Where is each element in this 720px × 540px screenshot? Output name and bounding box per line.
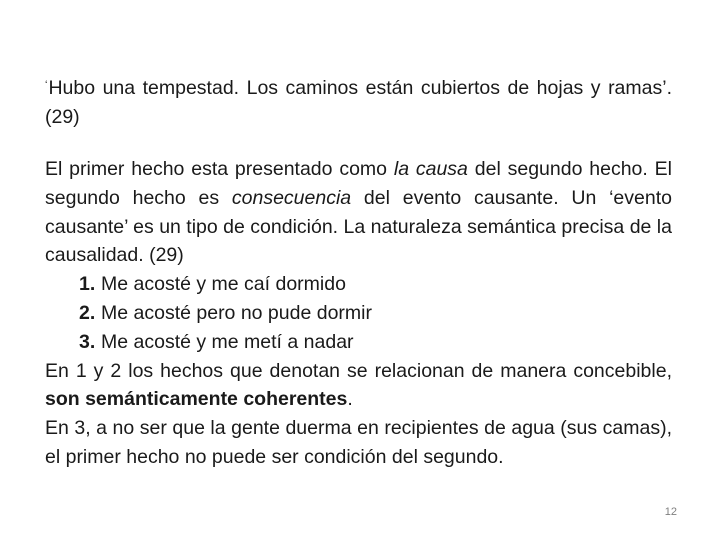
list-item xyxy=(45,270,672,299)
list-item-number: 3. xyxy=(79,330,96,353)
body-block xyxy=(45,155,672,472)
paragraph-coherence-part1: En 1 y 2 los hechos que denotan se relacionan de manera concebible, xyxy=(45,359,672,382)
paragraph-causa-part2: del segundo hecho. El segundo hecho es xyxy=(45,158,672,209)
list-item-text: Me acosté pero no pude dormir xyxy=(101,301,372,324)
open-quote-mark: ‘ xyxy=(45,79,48,91)
emphasis-la-causa: la causa xyxy=(393,158,468,180)
paragraph-coherence-part2: . xyxy=(347,388,353,411)
list-item xyxy=(45,299,672,328)
quote-block xyxy=(45,71,672,132)
quote-text xyxy=(45,71,672,132)
paragraph-causa-part3: del evento causante. Un ‘evento causante’ es un tipo de condición. La naturaleza semántica precisa de la causalidad. (29) xyxy=(45,186,672,267)
page-number: 12 xyxy=(664,506,677,518)
paragraph-coherence xyxy=(45,357,672,415)
list-item-text: Me acosté y me caí dormido xyxy=(101,273,346,296)
list-item xyxy=(45,328,672,357)
list-item-number: 2. xyxy=(79,301,96,324)
quote-body: Hubo una tempestad. Los caminos están cubiertos de hojas y ramas’. (29) xyxy=(45,77,672,128)
examples-list xyxy=(45,270,672,356)
list-item-text: Me acosté y me metí a nadar xyxy=(101,330,354,353)
list-item-number: 1. xyxy=(79,273,96,296)
paragraph-causa xyxy=(45,155,672,270)
emphasis-coherentes: son semánticamente coherentes xyxy=(45,388,348,411)
emphasis-consecuencia: consecuencia xyxy=(231,186,352,209)
paragraph-causa-part1: El primer hecho esta presentado como xyxy=(45,158,394,180)
paragraph-conclusion: En 3, a no ser que la gente duerma en recipientes de agua (sus camas), el primer hecho no puede ser condición del segundo. xyxy=(45,417,672,468)
